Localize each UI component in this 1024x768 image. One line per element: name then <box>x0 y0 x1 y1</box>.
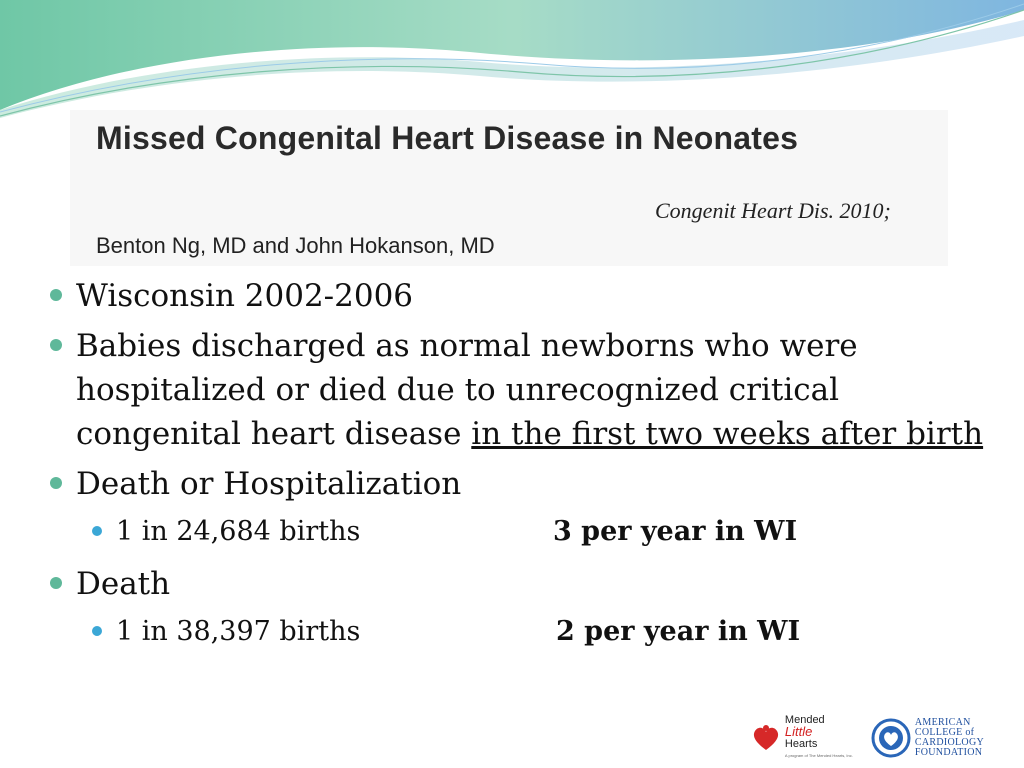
bullet-list <box>48 274 988 662</box>
bullet-item <box>48 462 988 506</box>
sub-bullet-ratio: 1 in 24,684 births <box>116 516 361 547</box>
bullet-text: Babies discharged as normal newborns who were hospitalized or died due to unrecognized critical congenital heart disease <box>76 328 858 452</box>
logo-tagline: A program of The Mended Hearts, Inc. <box>784 753 853 758</box>
logo-text-little: Little <box>784 724 813 739</box>
sub-bullet-dot-icon <box>92 526 102 536</box>
bullet-dot-icon <box>50 577 62 589</box>
bullet-text: Death or Hospitalization <box>76 466 462 502</box>
article-authors: Benton Ng, MD and John Hokanson, MD <box>96 233 495 258</box>
bullet-item <box>48 562 988 606</box>
bullet-text: Death <box>76 566 171 602</box>
bullet-item <box>48 274 988 318</box>
bullet-underlined-text: in the first two weeks after birth <box>471 416 984 452</box>
acc-seal-icon <box>871 718 911 758</box>
heart-icon <box>751 723 781 753</box>
logo-text-mended: Mended <box>784 714 825 726</box>
bullet-dot-icon <box>50 477 62 489</box>
mended-little-hearts-logo <box>751 714 853 762</box>
bullet-dot-icon <box>50 339 62 351</box>
acc-line-4: FOUNDATION <box>914 747 983 758</box>
acc-line-2: COLLEGE of <box>914 727 975 738</box>
article-title: Missed Congenital Heart Disease in Neonates <box>96 120 799 156</box>
journal-citation: Congenit Heart Dis. 2010; <box>655 198 891 223</box>
sub-bullet-rate: 3 per year in WI <box>553 516 798 547</box>
bullet-item <box>48 324 988 456</box>
sub-bullet-item <box>48 512 988 552</box>
logo-text-hearts: Hearts <box>784 738 818 750</box>
bullet-text: Wisconsin 2002-2006 <box>76 278 414 314</box>
acc-line-1: AMERICAN <box>914 717 971 728</box>
top-wave-decoration <box>0 0 1024 120</box>
bullet-dot-icon <box>50 289 62 301</box>
footer-logos <box>751 714 984 762</box>
sub-bullet-item <box>48 612 988 652</box>
acc-line-3: CARDIOLOGY <box>914 737 984 748</box>
sub-bullet-rate: 2 per year in WI <box>556 616 801 647</box>
acc-foundation-logo <box>871 718 984 758</box>
sub-bullet-dot-icon <box>92 626 102 636</box>
sub-bullet-ratio: 1 in 38,397 births <box>116 616 361 647</box>
